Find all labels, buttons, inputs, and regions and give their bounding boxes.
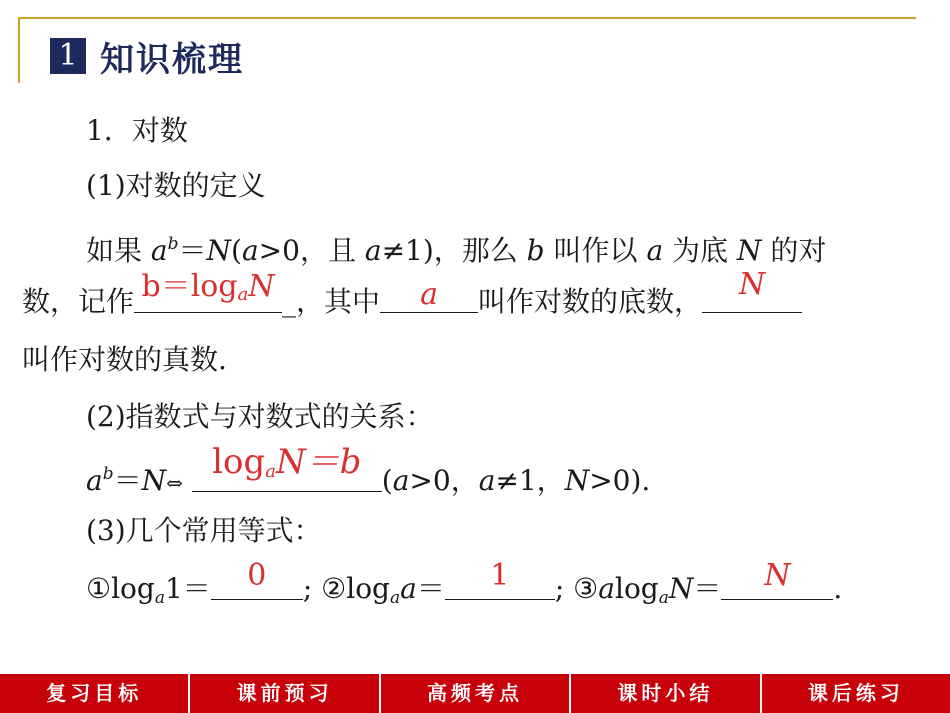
answer-blank-relation (192, 442, 382, 492)
answer-blank-base (380, 277, 478, 313)
side-divider (18, 17, 20, 83)
top-divider (18, 17, 916, 19)
identities-line: $①\log_a1=$ 0 ; $②\log_aa=$ 1 ; ③alog$_a$N＝ N . (86, 558, 843, 608)
definition-line-1: 如果 $a^b=N(a>0$，且 a≠1)，那么 b 叫作以 a 为底 N 的对 (86, 234, 827, 267)
nav-key-points[interactable]: 高频考点 (381, 674, 571, 713)
subheading-identities: (3)几个常用等式： (86, 514, 322, 547)
subheading-definition: (1)对数的定义 (86, 169, 266, 202)
nav-homework[interactable]: 课后练习 (807, 681, 904, 705)
answer-log-one: 0 (247, 558, 267, 593)
nav-review-goals[interactable]: 复习目标 (0, 674, 190, 713)
bottom-nav (0, 674, 950, 713)
subheading-relation: (2)指数式与对数式的关系： (86, 400, 434, 433)
answer-log-base: 1 (490, 558, 510, 593)
nav-summary[interactable]: 课时小结 (571, 674, 761, 713)
answer-blank-log-one (211, 558, 303, 600)
heading-logarithm: 1．对数 (86, 114, 188, 147)
answer-exp-log: N (764, 558, 791, 593)
answer-notation: $b=\log_aN$ (141, 269, 275, 305)
section-number-badge: 1 (50, 38, 86, 74)
answer-blank-exp-log (721, 558, 833, 600)
answer-relation: $\log_aN=b$ (212, 442, 362, 482)
nav-preview[interactable]: 课前预习 (190, 674, 380, 713)
relation-line: $a^b=N\Leftrightarrow$ $\log_aN=b$ (a>0，a≠1，N>0). (86, 442, 651, 497)
answer-base: a (420, 277, 438, 312)
answer-blank-true-number (702, 267, 802, 313)
equivalence-arrow: ⇔ (166, 471, 183, 495)
answer-blank-log-base (445, 558, 555, 600)
section-title: 知识梳理 (100, 39, 244, 80)
section-header (50, 34, 244, 78)
answer-true-number: N (738, 267, 766, 302)
definition-line-2: 数，记作 $b=\log_aN$ _，其中 a 叫作对数的底数， N (22, 282, 802, 322)
definition-line-3: 叫作对数的真数. (22, 343, 227, 376)
answer-blank-notation (134, 269, 282, 313)
